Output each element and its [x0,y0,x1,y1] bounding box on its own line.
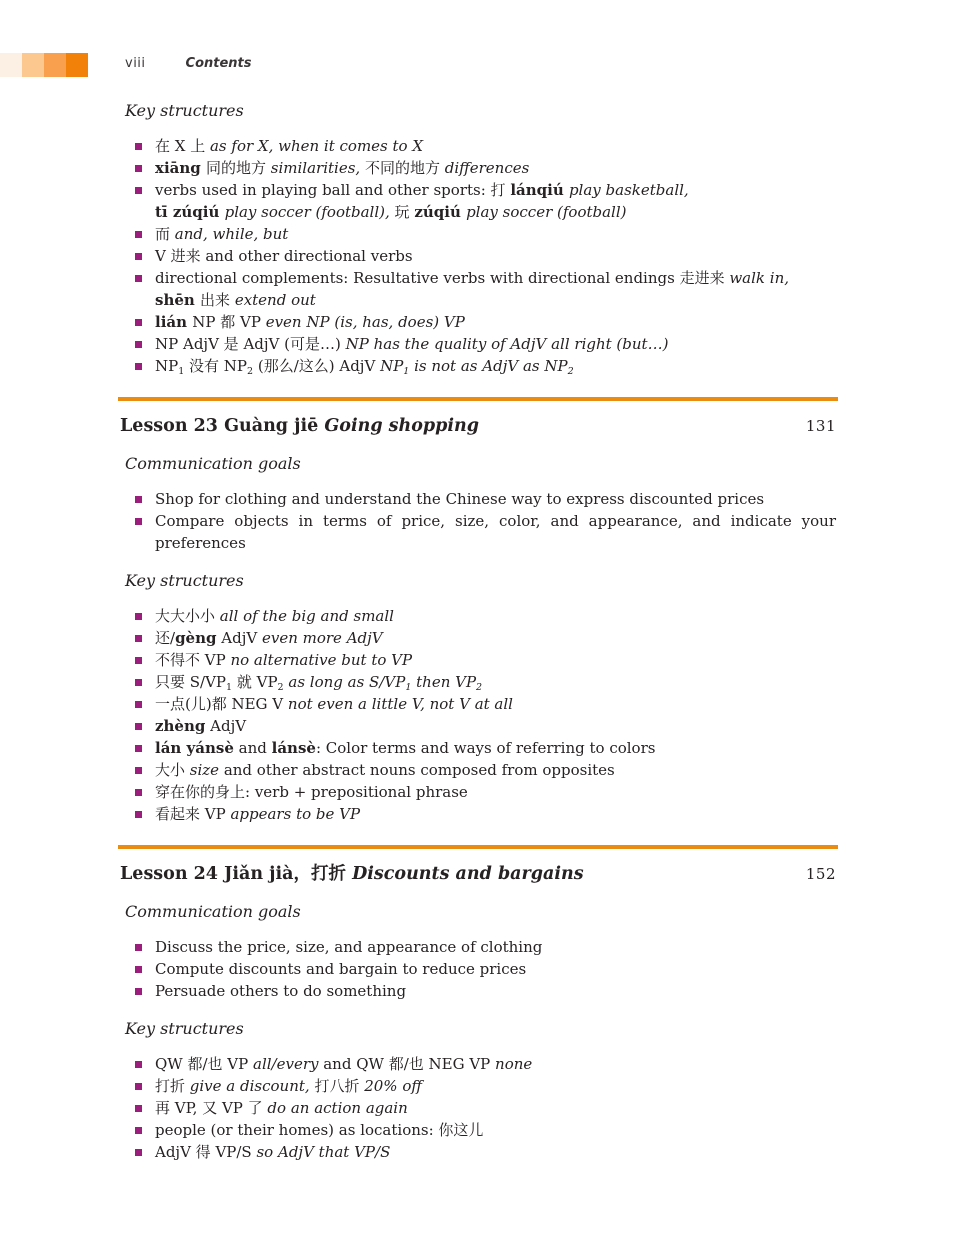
text-segment: 不得不 VP [155,651,231,669]
toc-item [135,693,836,715]
lesson-heading-row [120,849,836,885]
corner-square-4 [66,53,88,77]
section-subheading: Key structures [125,101,244,120]
bullet-square-icon [135,187,142,194]
text-segment: so AdjV that VP/S [256,1143,391,1161]
text-segment: 1 [226,682,233,693]
text-segment: do an action again [267,1099,408,1117]
bullet-square-icon [135,657,142,664]
toc-item [135,488,836,510]
text-segment: no alternative but to VP [230,651,413,669]
toc-item [135,311,836,333]
bullet-square-icon [135,518,142,525]
text-segment: none [495,1055,533,1073]
text-segment: 大大小小 [155,607,220,625]
text-segment: verbs used in playing ball and other sports: 打 [155,181,511,199]
text-segment: xiāng [155,159,206,177]
toc-item [135,1141,836,1163]
text-segment: not even a little V, not V at all [287,695,513,713]
bullet-square-icon [135,496,142,503]
text-segment: extend out [234,291,316,309]
toc-item [135,671,836,693]
bullet-square-icon [135,341,142,348]
bullet-list [120,1053,836,1163]
text-segment: 再 VP, 又 VP 了 [155,1099,268,1117]
bullet-square-icon [135,701,142,708]
text-segment: as long as S/VP [288,673,406,691]
bullet-list [120,605,836,825]
toc-item [135,627,836,649]
section-subheading: Key structures [125,571,244,590]
text-segment: and other abstract nouns composed from opposites [219,761,615,779]
bullet-square-icon [135,1149,142,1156]
text-segment: appears to be VP [230,805,361,823]
text-segment: NP AdjV 是 AdjV (可是…) [155,335,346,353]
text-segment: 打折 [155,1077,190,1095]
toc-item [135,649,836,671]
toc-item [135,737,836,759]
text-segment: shēn [155,291,201,309]
text-segment: AdjV 得 VP/S [155,1143,257,1161]
bullet-square-icon [135,319,142,326]
toc-item [135,1119,836,1141]
text-segment: 2 [476,682,483,693]
text-segment: : Color terms and ways of referring to colors [315,739,656,757]
bullet-square-icon [135,253,142,260]
toc-item [135,355,836,377]
lesson-title [120,415,479,437]
lesson-title-segment: Discounts and bargains [352,864,584,884]
text-segment: 而 [155,225,175,243]
text-segment: lánqiú [510,181,569,199]
toc-content [120,100,836,1163]
text-segment: 还/ [155,629,176,647]
text-segment: is not as AdjV as NP [409,357,568,375]
toc-item [135,1075,836,1097]
text-segment: walk in, [729,269,790,287]
text-segment: play basketball, [568,181,689,199]
text-segment: (那么/这么) AdjV [253,357,381,375]
text-segment: Compute discounts and bargain to reduce prices [155,960,527,978]
text-segment: gèng [175,629,217,647]
bullet-square-icon [135,723,142,730]
bullet-square-icon [135,635,142,642]
text-segment: even more AdjV [261,629,383,647]
toc-item [135,605,836,627]
text-segment: 2 [567,366,574,377]
bullet-square-icon [135,966,142,973]
section-subheading: Key structures [125,1019,244,1038]
lesson-page-number: 152 [805,865,836,883]
bullet-square-icon [135,613,142,620]
text-segment: and QW 都/也 NEG VP [318,1055,496,1073]
lesson-title [120,863,584,885]
toc-item [135,980,836,1002]
bullet-square-icon [135,275,142,282]
toc-item [135,1053,836,1075]
toc-item [135,715,836,737]
bullet-list [120,488,836,554]
text-segment: Discuss the price, size, and appearance of clothing [155,938,543,956]
toc-item [135,267,836,311]
text-segment: AdjV [216,629,262,647]
text-segment: all of the big and small [219,607,394,625]
decorative-corner-squares [0,53,88,77]
text-segment: 不同的地方 [364,159,445,177]
toc-item [135,936,836,958]
text-segment: AdjV [205,717,247,735]
lesson-title-segment: Lesson 24 Jiǎn jià，打折 [120,864,353,884]
toc-item [135,759,836,781]
bullet-square-icon [135,231,142,238]
text-segment: even NP (is, has, does) VP [265,313,465,331]
toc-item [135,333,836,355]
bullet-square-icon [135,165,142,172]
text-segment: 1 [405,682,412,693]
section-subheading: Communication goals [125,454,301,473]
lesson-page-number: 131 [805,417,836,435]
text-segment: 1 [403,366,410,377]
bullet-square-icon [135,1061,142,1068]
text-segment: 玩 [394,203,415,221]
text-segment: people (or their homes) as locations: 你这儿 [155,1121,484,1139]
text-segment: zúqiú [414,203,467,221]
text-segment: V 进来 and other directional verbs [155,247,413,265]
text-segment: 就 VP [232,673,278,691]
bullet-square-icon [135,789,142,796]
text-segment: differences [444,159,530,177]
toc-item [135,510,836,554]
bullet-square-icon [135,1105,142,1112]
toc-item [135,245,836,267]
text-segment: 出来 [200,291,235,309]
text-segment: NP 都 VP [192,313,266,331]
corner-square-1 [0,53,22,77]
text-segment: all/every [253,1055,319,1073]
folio-page-number: viii [125,56,146,71]
corner-square-2 [22,53,44,77]
bullet-list [120,135,836,377]
bullet-list [120,936,836,1002]
running-title: Contents [185,56,252,71]
lesson-title-segment: Going shopping [324,416,479,436]
text-segment: 同的地方 [205,159,271,177]
text-segment: Persuade others to do something [155,982,407,1000]
text-segment: 看起来 VP [155,805,231,823]
text-segment: zhèng [155,717,206,735]
lesson-title-segment: Lesson 23 Guàng jiē [120,416,325,436]
text-segment: and, while, but [174,225,289,243]
text-segment: 没有 NP [184,357,248,375]
toc-item [135,958,836,980]
text-segment: and [233,739,272,757]
bullet-square-icon [135,143,142,150]
bullet-square-icon [135,1083,142,1090]
text-segment: NP has the quality of AdjV all right (but…) [345,335,669,353]
bullet-square-icon [135,767,142,774]
toc-item [135,135,836,157]
text-segment: 1 [178,366,185,377]
toc-item [135,157,836,179]
text-segment: directional complements: Resultative verbs with directional endings 走进来 [155,269,730,287]
toc-item [135,179,836,223]
text-segment: lián [155,313,193,331]
bullet-square-icon [135,944,142,951]
bullet-square-icon [135,745,142,752]
lesson-heading-row [120,401,836,437]
bullet-square-icon [135,811,142,818]
text-segment: play soccer (football) [466,203,627,221]
text-segment: similarities, [270,159,365,177]
text-segment: play soccer (football), [224,203,395,221]
text-segment: size [189,761,220,779]
text-segment: lán yánsè [155,739,234,757]
corner-square-3 [44,53,66,77]
text-segment: Compare objects in terms of price, size, color, and appearance, and indicate your preferences [155,512,836,552]
text-segment: lánsè [271,739,316,757]
text-segment: as for X, when it comes to X [209,137,424,155]
text-segment: NP [380,357,404,375]
text-segment: 打八折 [309,1077,365,1095]
text-segment: 穿在你的身上: verb + prepositional phrase [155,783,468,801]
toc-item [135,781,836,803]
text-segment: 20% off [364,1077,422,1095]
running-header [125,56,252,71]
bullet-square-icon [135,988,142,995]
text-segment: QW 都/也 VP [155,1055,253,1073]
text-segment: 2 [247,366,254,377]
toc-item [135,1097,836,1119]
lesson-heading [120,845,836,885]
text-segment: 一点(儿)都 NEG V [155,695,288,713]
toc-item [135,223,836,245]
lesson-heading [120,397,836,437]
toc-item [135,803,836,825]
text-segment: NP [155,357,179,375]
text-segment: 在 X 上 [155,137,210,155]
text-segment: tī zúqiú [155,203,225,221]
bullet-square-icon [135,679,142,686]
text-segment: then VP [411,673,477,691]
text-segment: 大小 [155,761,190,779]
section-subheading: Communication goals [125,902,301,921]
text-segment: 只要 S/VP [155,673,227,691]
text-segment: 2 [277,682,284,693]
bullet-square-icon [135,363,142,370]
text-segment: Shop for clothing and understand the Chinese way to express discounted prices [155,490,765,508]
text-segment: give a discount, [189,1077,310,1095]
bullet-square-icon [135,1127,142,1134]
